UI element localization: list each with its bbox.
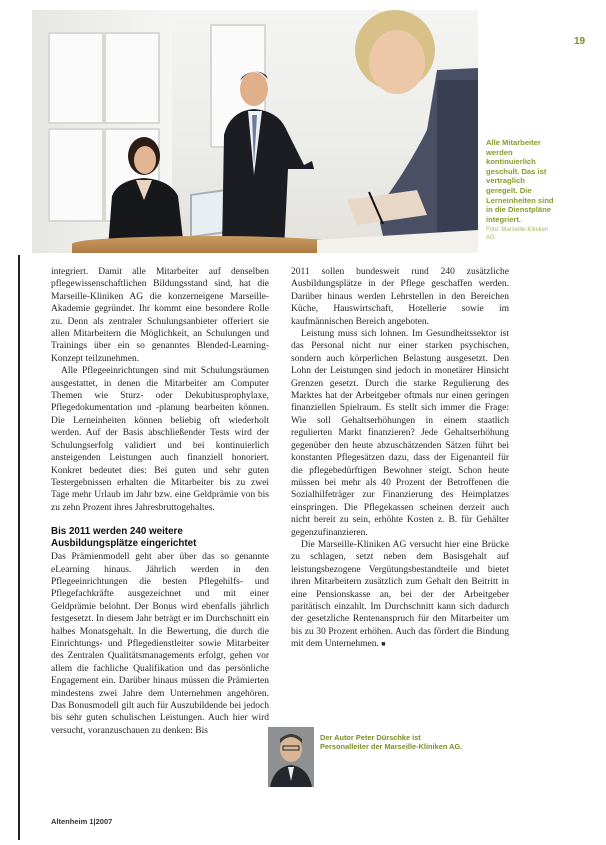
photo-woman-seated — [98, 130, 190, 248]
photo-woman-writing — [317, 10, 478, 253]
article-paragraph — [291, 539, 509, 651]
photo-caption-text: Alle Mitarbeiter werden kontinuierlich geschult. Das ist vertraglich geregelt. Die Lerneinheiten sind in die Dienstpläne integriert. — [486, 138, 554, 224]
end-mark-icon: ■ — [381, 640, 386, 649]
photo-table — [72, 236, 342, 253]
author-note: Der Autor Peter Dürschke ist Personalleiter der Marseille-Kliniken AG. — [320, 733, 463, 752]
article-subheading: Bis 2011 werden 240 weitere Ausbildungsplätze eingerichtet — [51, 526, 197, 550]
article-paragraph: integriert. Damit alle Mitarbeiter auf denselben pflegewissenschaftlichen Bildungsstand sind, hat die Marseille-Kliniken AG die konzerneigene Marseille-Akademie gegründet. Ihr kommt eine besondere Rolle zu. Denn als zentraler Schulungsanbieter offeriert sie allen Mitarbeitern die Möglichkeit, an Schulungen und Trainings über ein so genanntes Blended-Learning-Konzept teilzunehmen. — [51, 267, 269, 364]
article-paragraph: Alle Pflegeeinrichtungen sind mit Schulungsräumen ausgestattet, in denen die Mitarbeiter am Computer Themen wie Sturz- oder Dekubitusprophylaxe, Pflegedokumentation und -planung bearbeiten können. Die Lerneinheiten können beliebig oft wiederholt werden. Auf der Basis abschließender Tests wird der Schulungserfolg validiert und bei kontinuierlich ansteigenden Leistungen auch finanziell honoriert. Konkret bedeutet dies: Bei guten und sehr guten Testergebnissen erhalten die Mitarbeiter bis zu zwei Tage mehr Urlaub im Jahr bzw. eine Geldprämie von bis zu zehn Prozent ihres Jahresbruttogehaltes. — [51, 366, 269, 513]
article-column-right — [291, 266, 509, 651]
article-column-left — [51, 266, 269, 737]
photo-window — [48, 128, 104, 222]
page-footer: Altenheim 1|2007 — [51, 817, 113, 826]
page-number: 19 — [574, 36, 586, 47]
header-photo — [32, 10, 478, 253]
article-paragraph: 2011 sollen bundesweit rund 240 zusätzliche Ausbildungsplätze in der Pflege geschaffen werden. Darüber hinaus werden Lehrstellen in den Bereichen Küche, Hauswirtschaft, Hotellerie sowie im kaufmännischen Bereich angeboten. — [291, 267, 509, 327]
photo-caption — [486, 138, 556, 242]
photo-man-standing — [208, 65, 318, 250]
margin-rule — [18, 255, 20, 840]
article-paragraph-text: Die Marseille-Kliniken AG versucht hier eine Brücke zu schlagen, setzt neben dem Basisgehalt auf leistungsbezogene Vergütungsbestandteile und bietet ihren Mitarbeitern zusätzlich zum Gehalt den Beitritt in eine Pensionskasse an, bei der der Arbeitgeber paritätisch einzahlt. Im Durchschnitt kann sich dadurch der gesetzliche Rentenanspruch für den Mitarbeiter um bis zu 30 Prozent erhöhen. Auch das fördert die Bindung mit dem Unternehmen. — [291, 539, 509, 650]
article-paragraph: Leistung muss sich lohnen. Im Gesundheitssektor ist das Personal nicht nur einer starken psychischen, sondern auch körperlichen Belastung ausgesetzt. Den Lohn der Leistungen sind jedoch in monetärer Hinsicht Grenzen gesetzt. Durch die starke Regulierung des Marktes hat der Arbeitgeber oftmals nur einen geringen finanziellen Spielraum. Es stellt sich immer die Frage: Wie soll Gehaltserhöhungen in einem staatlich regulierten Markt finanzieren? Jede Gehaltserhöhung gegenüber den heute abzuschätzenden Sätzen führt bei konstanten Pflegesätzen dazu, dass der Eigenanteil für die pflegebedürftigen Bewohner steigt. Schon heute müssen bei mehr als 40 Prozent der Betroffenen die Sozialhilfeträger zur Finanzierung des Heimplatzes einspringen. Die Pflegekassen scheinen derzeit auch nicht bereit zu sein, erhöhte Kosten z. B. für Gehälter gegenzufinanzieren. — [291, 329, 509, 538]
photo-window — [104, 32, 160, 124]
photo-credit: Foto: Marseille-Kliniken AG — [486, 227, 549, 242]
photo-window — [48, 32, 104, 124]
author-portrait — [268, 727, 314, 787]
article-paragraph: Das Prämienmodell geht aber über das so genannte eLearning hinaus. Jährlich werden in den Pflegeeinrichtungen die besten Pflegehilfs- und Pflegefachkräfte ausgezeichnet und mit einer Geldprämie belohnt. Der Bonus wird ebenfalls jährlich festgesetzt. In diesem Jahr beträgt er im Durchschnitt ein halbes Monatsgehalt. In die Bewertung, die durch die Einrichtungs- und Pflegedienstleiter sowie Mitarbeiter des Zentralen Qualitätsmanagements erfolgt, gehen vor allem die fachliche Qualifikation und das persönliche Engagement ein. Darüber hinaus müssen die Prämierten mindestens zwei Jahre dem Unternehmen angehören. Das Bonusmodell gilt auch für Auszubildende bei jedoch bis sehr guten schulischen Leistungen. Auch hier wird versucht, voranzuschauen zu denken: Bis — [51, 552, 269, 736]
author-photo — [268, 727, 314, 787]
